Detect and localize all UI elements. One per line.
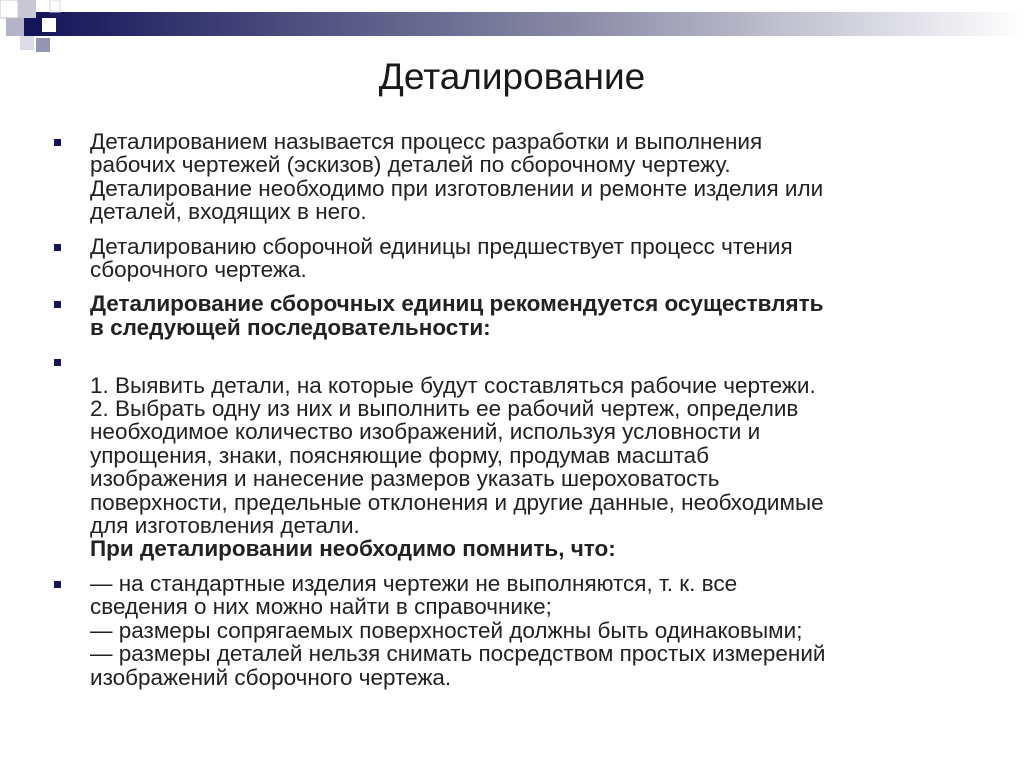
text-line: 1. Выявить детали, на которые будут составляться рабочие чертежи. [90,372,816,398]
header-gradient-bar [30,12,1024,36]
text-line: — размеры деталей нельзя снимать посредством простых измерений [90,641,826,667]
text-line: Деталирование необходимо при изготовлении и ремонте изделия или [90,175,824,201]
square-bullet-icon [54,301,61,308]
text-line: Деталированию сборочной единицы предшествует процесс чтения [90,233,793,259]
text-line: — размеры сопрягаемых поверхностей должны быть одинаковыми; [90,617,803,643]
text-line: сборочного чертежа. [90,257,307,283]
square-bullet-icon [54,359,61,366]
text-line: поверхности, предельные отклонения и другие данные, необходимые [90,489,824,515]
bullet-item [52,572,952,689]
bullet-list [52,130,952,700]
text-line: изображений сборочного чертежа. [90,664,452,690]
deco-square [6,18,24,36]
square-bullet-icon [54,581,61,588]
deco-square [50,0,60,12]
text-line: сведения о них можно найти в справочнике; [90,594,552,620]
deco-square [18,0,36,18]
text-line: упрощения, знаки, поясняющие форму, продумав масштаб [90,442,710,468]
bullet-item [52,130,952,224]
text-line: 2. Выбрать одну из них и выполнить ее рабочий чертеж, определив [90,396,799,422]
text-line: рабочих чертежей (эскизов) деталей по сборочному чертежу. [90,152,731,178]
square-bullet-icon [54,244,61,251]
bullet-item [52,292,952,339]
slide-title: Деталирование [378,56,646,97]
deco-square [36,38,50,52]
text-line: деталей, входящих в него. [90,199,367,225]
square-bullet-icon [54,139,61,146]
text-line: изображения и нанесение размеров указать шероховатость [90,466,720,492]
bullet-item [52,350,952,561]
bullet-item [52,235,952,282]
text-line: Деталированием называется процесс разработки и выполнения [90,129,763,154]
deco-square [36,0,48,12]
text-line: для изготовления детали. [90,513,360,539]
deco-square [42,18,56,32]
header-decoration [0,0,1024,60]
deco-square [20,36,34,50]
deco-square [0,0,18,18]
text-line: При деталировании необходимо помнить, что: [90,536,616,562]
empty-line [90,350,952,373]
text-line: — на стандартные изделия чертежи не выполняются, т. к. все [90,570,738,596]
deco-square [24,18,42,36]
text-line: в следующей последовательности: [90,314,491,340]
text-line: необходимое количество изображений, используя условности и [90,419,761,445]
text-line: Деталирование сборочных единиц рекомендуется осуществлять [90,291,824,317]
